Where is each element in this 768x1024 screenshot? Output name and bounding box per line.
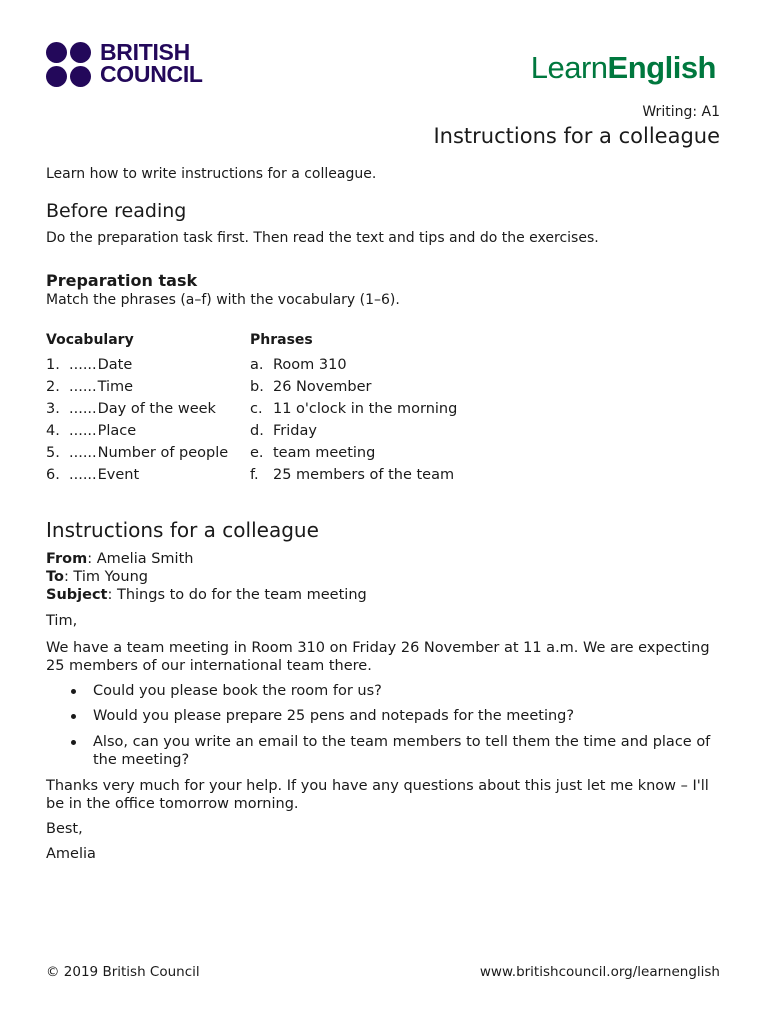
email-signature: Amelia — [46, 846, 96, 862]
level-label: Writing: A1 — [642, 104, 720, 120]
email-to: To: Tim Young — [46, 569, 148, 585]
preparation-task-heading: Preparation task — [46, 271, 198, 290]
vocab-item: 5. ...... Number of people — [46, 445, 229, 461]
vocabulary-header: Vocabulary — [46, 332, 134, 348]
email-bullet-item: Could you please book the room for us? — [93, 683, 382, 699]
intro-text: Learn how to write instructions for a colleague. — [46, 166, 377, 182]
vocab-item: 2. ...... Time — [46, 379, 134, 395]
bullet-icon — [71, 689, 76, 694]
learnenglish-logo: LearnEnglish — [530, 50, 716, 85]
british-council-logo — [46, 39, 216, 90]
email-bullet-item: Also, can you write an email to the team members to tell them the time and place of the meeting? — [93, 734, 711, 768]
phrases-header: Phrases — [250, 332, 313, 348]
bullet-icon — [71, 740, 76, 745]
vocab-item: 4. ...... Place — [46, 423, 137, 439]
phrase-item: f. 25 members of the team — [250, 467, 455, 483]
phrase-item: e. team meeting — [250, 445, 376, 461]
email-body-paragraph: We have a team meeting in Room 310 on Friday 26 November at 11 a.m. We are expecting 25 members of our international team there. — [46, 640, 710, 674]
phrase-item: d. Friday — [250, 423, 317, 439]
footer-copyright: © 2019 British Council — [46, 964, 200, 980]
page-title: Instructions for a colleague — [433, 124, 720, 148]
vocab-item: 6. ...... Event — [46, 467, 140, 483]
british-council-dots-icon — [46, 42, 94, 88]
before-reading-text: Do the preparation task first. Then read the text and tips and do the exercises. — [46, 230, 599, 246]
vocab-item: 1. ...... Date — [46, 357, 133, 373]
phrase-item: a. Room 310 — [250, 357, 347, 373]
email-heading: Instructions for a colleague — [46, 518, 319, 542]
email-subject: Subject: Things to do for the team meeting — [46, 587, 367, 603]
vocab-item: 3. ...... Day of the week — [46, 401, 216, 417]
before-reading-heading: Before reading — [46, 200, 187, 222]
phrase-item: c. 11 o'clock in the morning — [250, 401, 458, 417]
bullet-icon — [71, 714, 76, 719]
email-body-paragraph: Thanks very much for your help. If you have any questions about this just let me know – I'll be in the office tomorrow morning. — [46, 778, 709, 812]
footer-url[interactable]: www.britishcouncil.org/learnenglish — [479, 964, 720, 980]
email-from: From: Amelia Smith — [46, 551, 194, 567]
email-bullet-item: Would you please prepare 25 pens and notepads for the meeting? — [93, 708, 575, 724]
phrase-item: b. 26 November — [250, 379, 372, 395]
preparation-task-instruction: Match the phrases (a–f) with the vocabulary (1–6). — [46, 292, 400, 308]
email-greeting: Tim, — [46, 613, 78, 629]
british-council-wordmark: BRITISH COUNCIL — [100, 39, 203, 87]
email-closing: Best, — [46, 821, 83, 837]
